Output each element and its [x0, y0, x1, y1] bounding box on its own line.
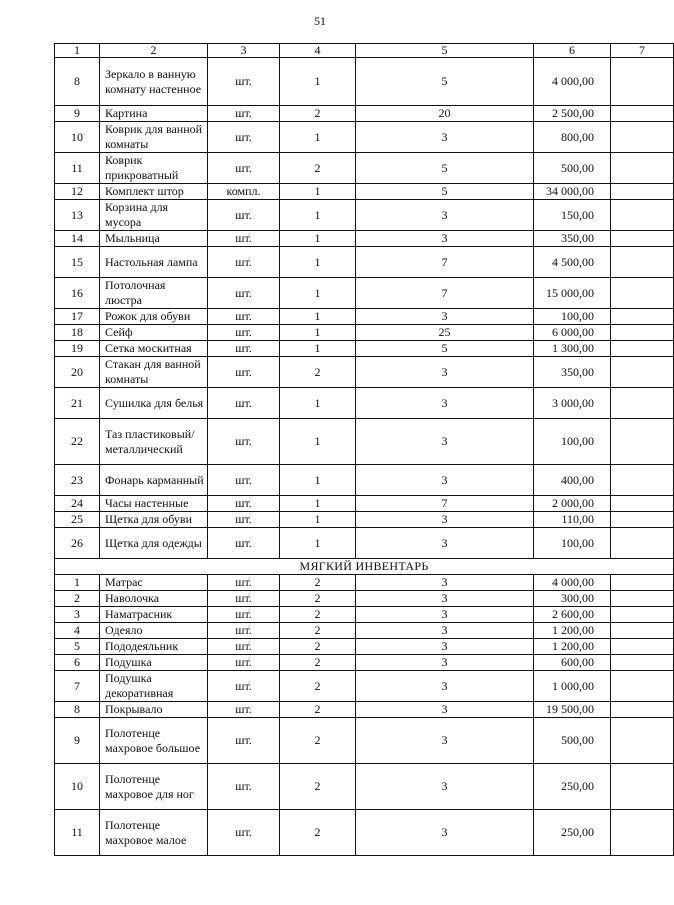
unit: шт.	[208, 341, 280, 357]
row-number: 9	[55, 106, 100, 122]
price: 2 600,00	[534, 607, 611, 623]
note	[611, 671, 674, 702]
row-number: 16	[55, 278, 100, 309]
table-row	[55, 341, 674, 357]
price: 100,00	[534, 309, 611, 325]
row-number: 10	[55, 764, 100, 810]
table-row	[55, 231, 674, 247]
item-name: Фонарь карманный	[100, 465, 208, 496]
price: 100,00	[534, 528, 611, 559]
note	[611, 496, 674, 512]
table-row	[55, 357, 674, 388]
price: 34 000,00	[534, 184, 611, 200]
table-row	[55, 184, 674, 200]
item-name: Сушилка для белья	[100, 388, 208, 419]
quantity-col5: 3	[356, 419, 534, 465]
unit: шт.	[208, 419, 280, 465]
quantity-col5: 7	[356, 496, 534, 512]
item-name: Покрывало	[100, 702, 208, 718]
quantity-col5: 5	[356, 153, 534, 184]
column-number-4: 4	[280, 44, 356, 58]
table-row	[55, 512, 674, 528]
row-number: 23	[55, 465, 100, 496]
price: 1 300,00	[534, 341, 611, 357]
quantity-col4: 1	[280, 496, 356, 512]
note	[611, 58, 674, 106]
quantity-col5: 3	[356, 655, 534, 671]
row-number: 20	[55, 357, 100, 388]
unit: шт.	[208, 702, 280, 718]
note	[611, 122, 674, 153]
column-number-3: 3	[208, 44, 280, 58]
note	[611, 247, 674, 278]
quantity-col4: 2	[280, 671, 356, 702]
table-row	[55, 528, 674, 559]
unit: шт.	[208, 607, 280, 623]
row-number: 14	[55, 231, 100, 247]
quantity-col4: 1	[280, 325, 356, 341]
quantity-col5: 3	[356, 639, 534, 655]
unit: шт.	[208, 325, 280, 341]
quantity-col5: 5	[356, 184, 534, 200]
quantity-col4: 2	[280, 764, 356, 810]
column-number-6: 6	[534, 44, 611, 58]
note	[611, 200, 674, 231]
column-number-row	[55, 44, 674, 58]
unit: шт.	[208, 575, 280, 591]
price: 100,00	[534, 419, 611, 465]
row-number: 15	[55, 247, 100, 278]
price: 1 000,00	[534, 671, 611, 702]
item-name: Пододеяльник	[100, 639, 208, 655]
quantity-col4: 1	[280, 309, 356, 325]
note	[611, 357, 674, 388]
row-number: 22	[55, 419, 100, 465]
quantity-col5: 3	[356, 810, 534, 856]
unit: шт.	[208, 465, 280, 496]
item-name: Картина	[100, 106, 208, 122]
quantity-col4: 2	[280, 575, 356, 591]
price: 4 000,00	[534, 58, 611, 106]
quantity-col4: 2	[280, 623, 356, 639]
note	[611, 607, 674, 623]
price: 150,00	[534, 200, 611, 231]
quantity-col5: 3	[356, 607, 534, 623]
item-name: Полотенце махровое большое	[100, 718, 208, 764]
quantity-col5: 3	[356, 671, 534, 702]
price: 19 500,00	[534, 702, 611, 718]
row-number: 7	[55, 671, 100, 702]
item-name: Стакан для ванной комнаты	[100, 357, 208, 388]
quantity-col4: 1	[280, 512, 356, 528]
quantity-col5: 3	[356, 764, 534, 810]
quantity-col4: 1	[280, 247, 356, 278]
item-name: Корзина для мусора	[100, 200, 208, 231]
price: 6 000,00	[534, 325, 611, 341]
item-name: Коврик прикроватный	[100, 153, 208, 184]
item-name: Щетка для одежды	[100, 528, 208, 559]
price: 4 500,00	[534, 247, 611, 278]
row-number: 6	[55, 655, 100, 671]
quantity-col4: 2	[280, 702, 356, 718]
price: 1 200,00	[534, 623, 611, 639]
unit: шт.	[208, 58, 280, 106]
unit: шт.	[208, 639, 280, 655]
quantity-col4: 2	[280, 655, 356, 671]
price: 350,00	[534, 231, 611, 247]
row-number: 18	[55, 325, 100, 341]
quantity-col4: 1	[280, 122, 356, 153]
row-number: 19	[55, 341, 100, 357]
note	[611, 309, 674, 325]
quantity-col4: 2	[280, 810, 356, 856]
quantity-col4: 2	[280, 106, 356, 122]
table-row	[55, 465, 674, 496]
table-row	[55, 106, 674, 122]
table-row	[55, 575, 674, 591]
note	[611, 231, 674, 247]
inventory-table	[54, 43, 674, 856]
row-number: 11	[55, 153, 100, 184]
item-name: Мыльница	[100, 231, 208, 247]
note	[611, 655, 674, 671]
item-name: Щетка для обуви	[100, 512, 208, 528]
table-row	[55, 309, 674, 325]
price: 500,00	[534, 153, 611, 184]
section-title: МЯГКИЙ ИНВЕНТАРЬ	[55, 559, 674, 575]
row-number: 8	[55, 702, 100, 718]
row-number: 12	[55, 184, 100, 200]
note	[611, 341, 674, 357]
unit: шт.	[208, 231, 280, 247]
unit: шт.	[208, 309, 280, 325]
item-name: Сетка москитная	[100, 341, 208, 357]
table-row	[55, 496, 674, 512]
table-row	[55, 58, 674, 106]
quantity-col5: 3	[356, 465, 534, 496]
item-name: Потолочная люстра	[100, 278, 208, 309]
row-number: 1	[55, 575, 100, 591]
table-row	[55, 639, 674, 655]
row-number: 2	[55, 591, 100, 607]
item-name: Наматрасник	[100, 607, 208, 623]
unit: шт.	[208, 153, 280, 184]
row-number: 3	[55, 607, 100, 623]
table-row	[55, 764, 674, 810]
column-number-1: 1	[55, 44, 100, 58]
unit: шт.	[208, 671, 280, 702]
item-name: Зеркало в ванную комнату настенное	[100, 58, 208, 106]
quantity-col5: 3	[356, 388, 534, 419]
unit: шт.	[208, 718, 280, 764]
unit: шт.	[208, 496, 280, 512]
unit: шт.	[208, 278, 280, 309]
table-row	[55, 247, 674, 278]
quantity-col4: 1	[280, 419, 356, 465]
note	[611, 575, 674, 591]
item-name: Сейф	[100, 325, 208, 341]
quantity-col5: 3	[356, 591, 534, 607]
quantity-col5: 25	[356, 325, 534, 341]
item-name: Таз пластиковый/ металлический	[100, 419, 208, 465]
note	[611, 702, 674, 718]
table-row	[55, 623, 674, 639]
price: 3 000,00	[534, 388, 611, 419]
note	[611, 623, 674, 639]
table-row	[55, 388, 674, 419]
column-number-2: 2	[100, 44, 208, 58]
unit: шт.	[208, 810, 280, 856]
table-row	[55, 122, 674, 153]
quantity-col4: 1	[280, 200, 356, 231]
note	[611, 639, 674, 655]
quantity-col4: 1	[280, 465, 356, 496]
table-row	[55, 419, 674, 465]
unit: компл.	[208, 184, 280, 200]
quantity-col5: 5	[356, 341, 534, 357]
quantity-col5: 20	[356, 106, 534, 122]
row-number: 10	[55, 122, 100, 153]
row-number: 13	[55, 200, 100, 231]
unit: шт.	[208, 764, 280, 810]
quantity-col5: 5	[356, 58, 534, 106]
price: 800,00	[534, 122, 611, 153]
unit: шт.	[208, 591, 280, 607]
column-number-5: 5	[356, 44, 534, 58]
unit: шт.	[208, 247, 280, 278]
row-number: 25	[55, 512, 100, 528]
page-number: 51	[314, 14, 326, 28]
table-row	[55, 702, 674, 718]
item-name: Комплект штор	[100, 184, 208, 200]
price: 4 000,00	[534, 575, 611, 591]
item-name: Наволочка	[100, 591, 208, 607]
unit: шт.	[208, 512, 280, 528]
table-row	[55, 810, 674, 856]
unit: шт.	[208, 200, 280, 231]
price: 110,00	[534, 512, 611, 528]
note	[611, 718, 674, 764]
row-number: 9	[55, 718, 100, 764]
section-row	[55, 559, 674, 575]
quantity-col5: 3	[356, 702, 534, 718]
unit: шт.	[208, 655, 280, 671]
price: 600,00	[534, 655, 611, 671]
quantity-col5: 3	[356, 231, 534, 247]
table-row	[55, 671, 674, 702]
item-name: Настольная лампа	[100, 247, 208, 278]
row-number: 17	[55, 309, 100, 325]
quantity-col4: 1	[280, 528, 356, 559]
price: 2 000,00	[534, 496, 611, 512]
table-row	[55, 200, 674, 231]
table-row	[55, 607, 674, 623]
unit: шт.	[208, 122, 280, 153]
table-row	[55, 278, 674, 309]
unit: шт.	[208, 106, 280, 122]
table-row	[55, 591, 674, 607]
price: 2 500,00	[534, 106, 611, 122]
quantity-col4: 2	[280, 357, 356, 388]
quantity-col4: 1	[280, 58, 356, 106]
table-row	[55, 718, 674, 764]
note	[611, 278, 674, 309]
row-number: 24	[55, 496, 100, 512]
quantity-col5: 7	[356, 247, 534, 278]
quantity-col5: 3	[356, 122, 534, 153]
price: 15 000,00	[534, 278, 611, 309]
quantity-col4: 2	[280, 607, 356, 623]
item-name: Часы настенные	[100, 496, 208, 512]
table-row	[55, 655, 674, 671]
quantity-col4: 1	[280, 231, 356, 247]
note	[611, 325, 674, 341]
item-name: Полотенце махровое для ног	[100, 764, 208, 810]
quantity-col5: 7	[356, 278, 534, 309]
note	[611, 512, 674, 528]
table-row	[55, 325, 674, 341]
item-name: Рожок для обуви	[100, 309, 208, 325]
item-name: Полотенце махровое малое	[100, 810, 208, 856]
quantity-col5: 3	[356, 200, 534, 231]
item-name: Матрас	[100, 575, 208, 591]
price: 500,00	[534, 718, 611, 764]
unit: шт.	[208, 388, 280, 419]
price: 300,00	[534, 591, 611, 607]
column-number-7: 7	[611, 44, 674, 58]
quantity-col4: 1	[280, 341, 356, 357]
price: 400,00	[534, 465, 611, 496]
quantity-col5: 3	[356, 309, 534, 325]
price: 350,00	[534, 357, 611, 388]
item-name: Подушка	[100, 655, 208, 671]
note	[611, 153, 674, 184]
item-name: Коврик для ванной комнаты	[100, 122, 208, 153]
quantity-col5: 3	[356, 528, 534, 559]
quantity-col4: 1	[280, 388, 356, 419]
quantity-col5: 3	[356, 718, 534, 764]
item-name: Подушка декоративная	[100, 671, 208, 702]
quantity-col4: 2	[280, 718, 356, 764]
unit: шт.	[208, 528, 280, 559]
quantity-col5: 3	[356, 357, 534, 388]
item-name: Одеяло	[100, 623, 208, 639]
note	[611, 528, 674, 559]
table-row	[55, 153, 674, 184]
quantity-col5: 3	[356, 623, 534, 639]
row-number: 26	[55, 528, 100, 559]
note	[611, 591, 674, 607]
note	[611, 419, 674, 465]
note	[611, 388, 674, 419]
quantity-col4: 2	[280, 153, 356, 184]
note	[611, 810, 674, 856]
row-number: 21	[55, 388, 100, 419]
row-number: 4	[55, 623, 100, 639]
unit: шт.	[208, 623, 280, 639]
row-number: 8	[55, 58, 100, 106]
note	[611, 184, 674, 200]
price: 250,00	[534, 810, 611, 856]
price: 250,00	[534, 764, 611, 810]
note	[611, 465, 674, 496]
quantity-col4: 1	[280, 278, 356, 309]
row-number: 11	[55, 810, 100, 856]
note	[611, 764, 674, 810]
quantity-col4: 2	[280, 591, 356, 607]
quantity-col4: 2	[280, 639, 356, 655]
price: 1 200,00	[534, 639, 611, 655]
quantity-col5: 3	[356, 575, 534, 591]
quantity-col4: 1	[280, 184, 356, 200]
row-number: 5	[55, 639, 100, 655]
quantity-col5: 3	[356, 512, 534, 528]
unit: шт.	[208, 357, 280, 388]
note	[611, 106, 674, 122]
